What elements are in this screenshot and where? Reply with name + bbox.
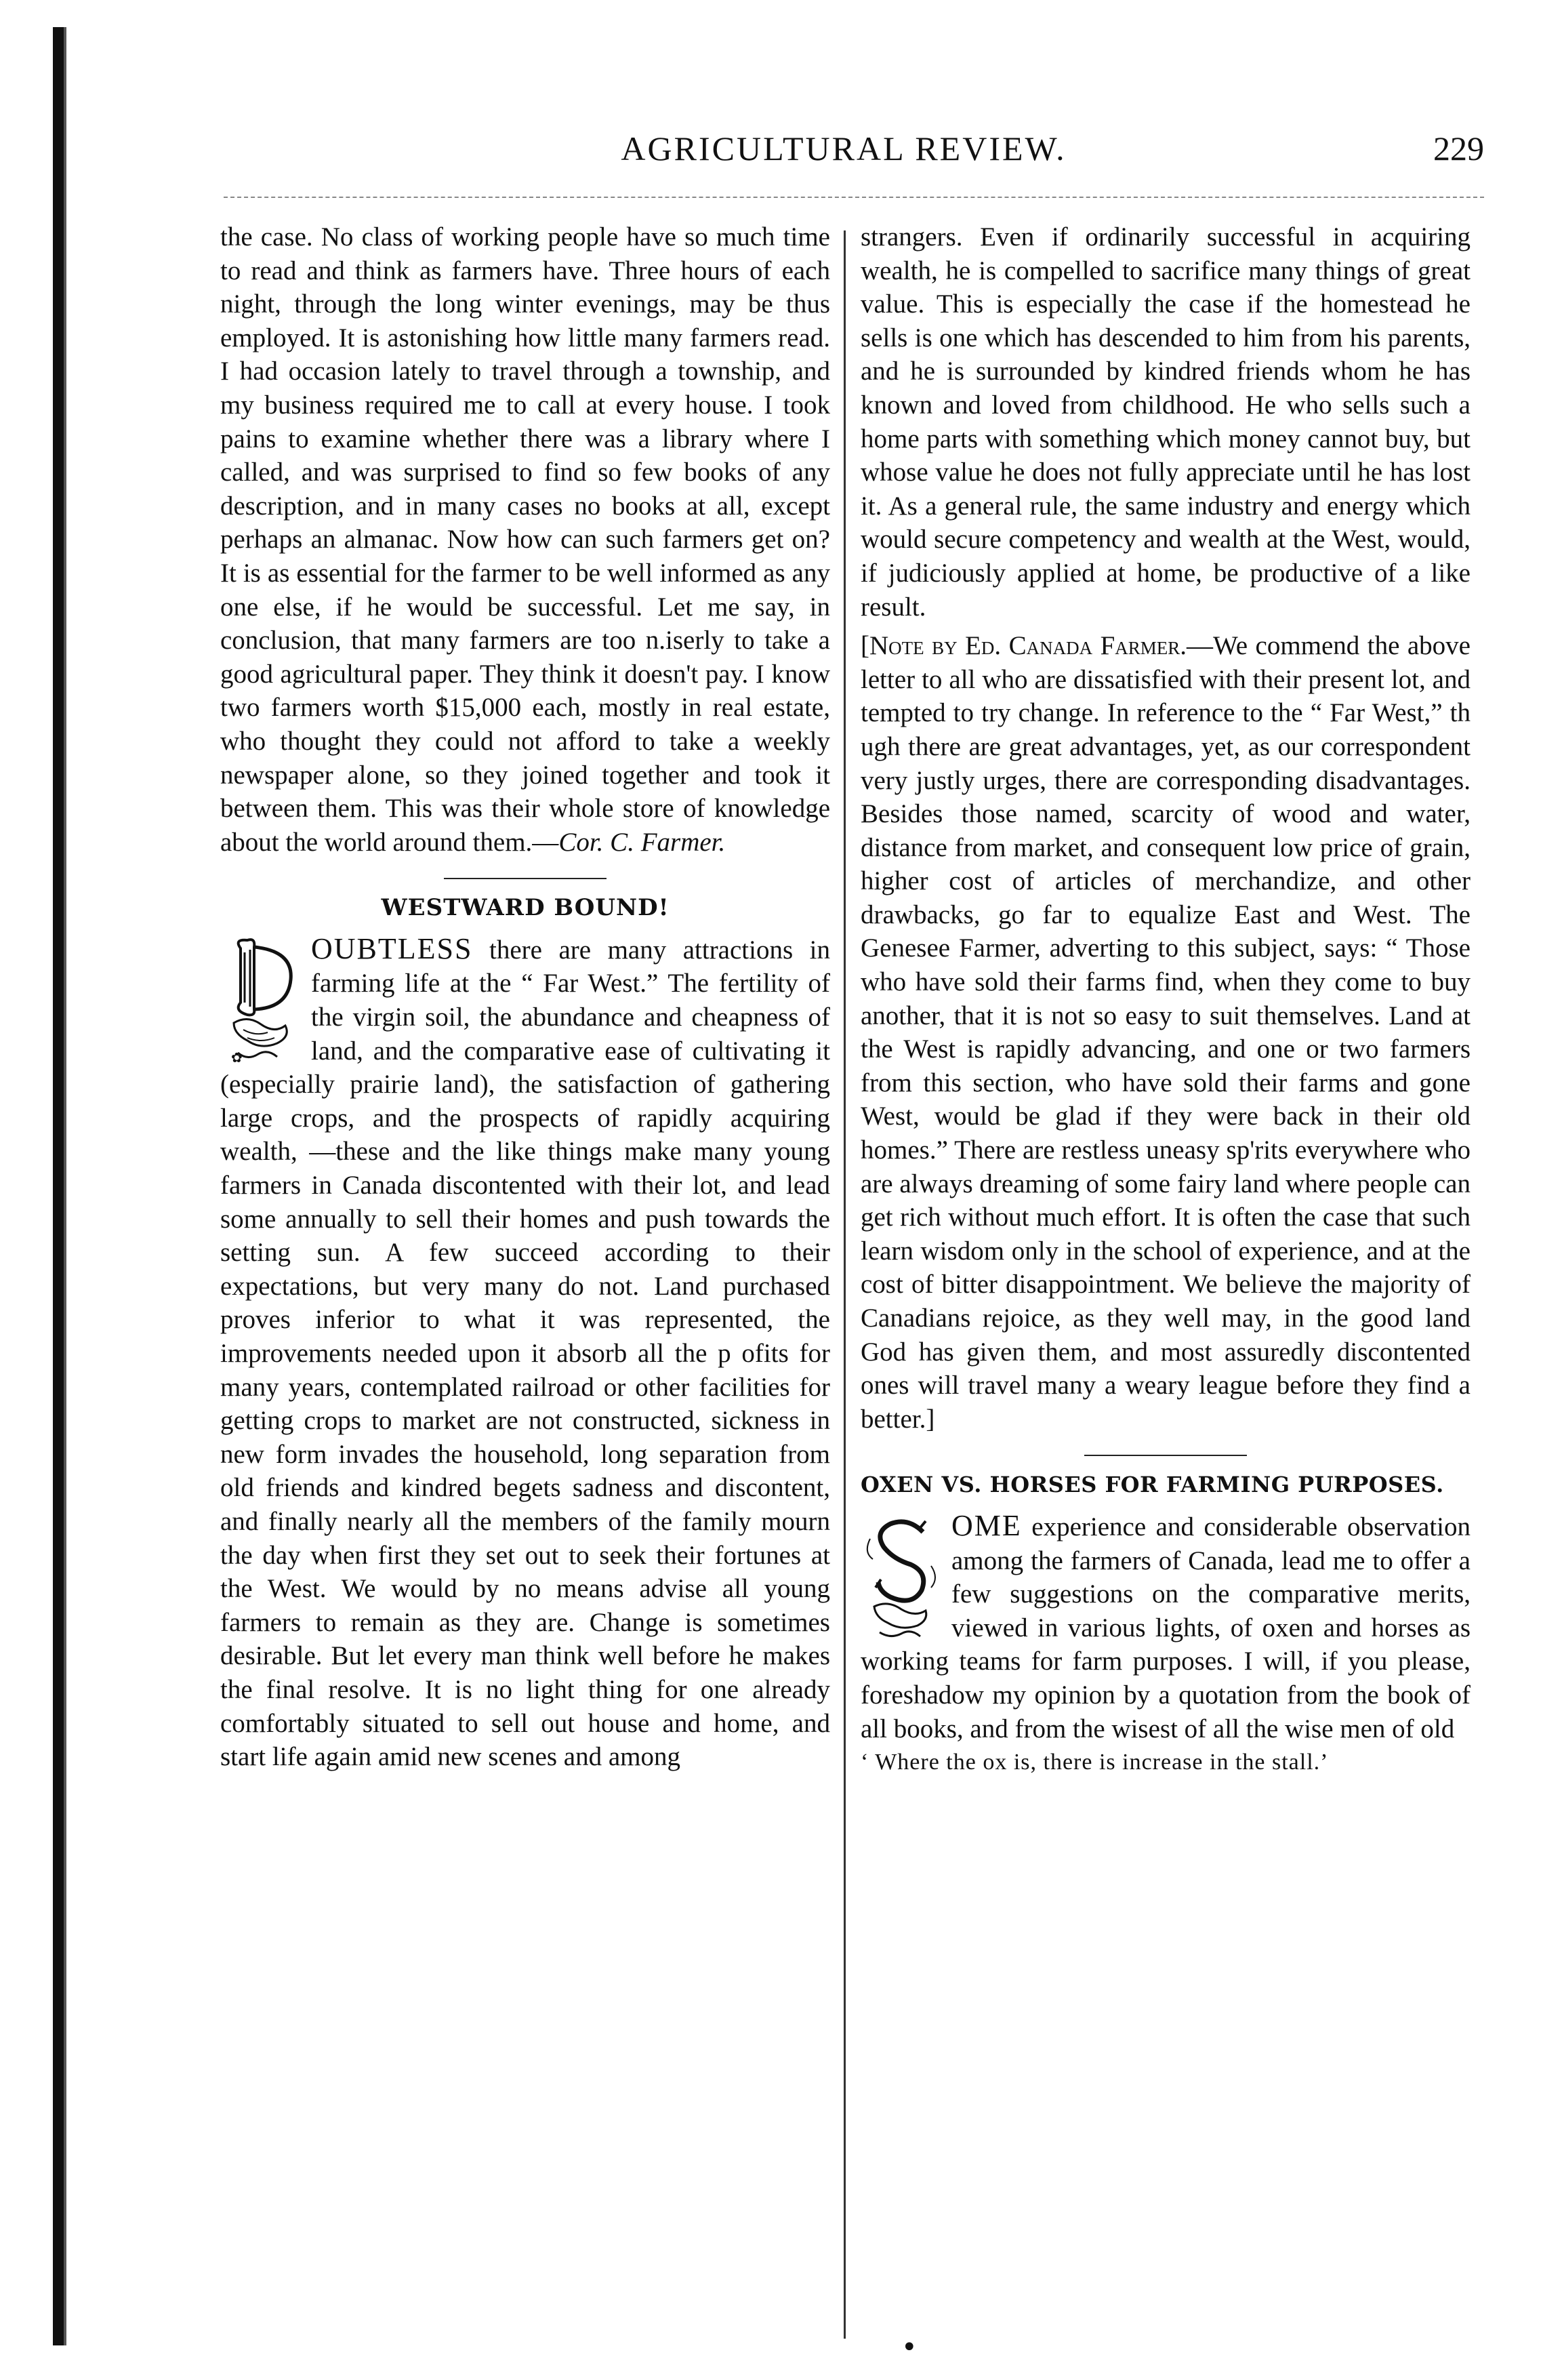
ornamental-dropcap-s-icon (861, 1512, 942, 1640)
footer-mark: • (901, 2332, 918, 2363)
scripture-quotation: ‘ Where the ox is, there is increase in the stall.’ (861, 1750, 1329, 1775)
letter-conclusion-paragraph (220, 220, 830, 859)
oxen-vs-horses-paragraph (861, 1509, 1471, 1746)
header-rule (224, 197, 1484, 198)
oxen-vs-horses-lead: OME (951, 1508, 1022, 1542)
page-binding-edge (53, 27, 66, 2345)
westward-bound-paragraph (220, 932, 830, 1774)
westward-bound-text: there are many attractions in farming life at the “ Far West.” The fertility of the virgin soil, the abundance and cheapness of land, and the comparative ease of cultivating it (especially prairie land), the satisfaction of gathering large crops, and the prospects of rapidly acquiring wealth, —these and the like things make many young farmers in Canada discontented with their lot, and lead some annually to sell their homes and push towards the setting sun. A few succeed according to their expectations, but very many do not. Land purchased proves inferior to what it was represented, the improvements needed upon it absorb all the p ofits for many years, contemplated railroad or other facilities for getting crops to market are not constructed, sickness in new form invades the household, long separation from old friends and kindred begets sadness and discontent, and finally nearly all the members of the family mourn the day when first they set out to seek their fortunes at the West. We would by no means advise all young farmers to remain as they are. Change is sometimes desirable. But let every man think well before he makes the final resolve. It is no light thing for one already comfortably situated to sell out house and home, and start life again amid new scenes and among (220, 935, 830, 1772)
letter-conclusion-text: the case. No class of working people have so much time to read and think as farmers have. Three hours of each night, through the long winter evenings, may be thus employed. It is astonishing how little many farmers read. I had occasion lately to travel through a township, and my business required me to call at every house. I took pains to examine whether there was a library where I called, and was surprised to find so few books of any description, and in many cases no books at all, except perhaps an almanac. Now how can such farmers get on? It is as essential for the farmer to be well informed as any one else, if he would be successful. Let me say, in conclusion, that many farmers are too n.iserly to take a good agricultural paper. They think it doesn't pay. I know two farmers worth $15,000 each, mostly in real estate, who thought they could not afford to take a weekly newspaper alone, so they joined together and took it between them. This was their whole store of knowledge about the world around them.— (220, 222, 830, 857)
section-rule (444, 878, 607, 879)
right-column (861, 220, 1471, 2349)
column-divider (844, 230, 846, 2339)
article-heading-oxen-vs-horses: OXEN VS. HORSES FOR FARMING PURPOSES. (861, 1472, 1444, 1498)
editor-note-text: —We commend the above letter to all who are dissatisfied with their present lot, and tempted to try change. In reference to the “ Far West,” th ugh there are great advantages, yet, as our correspondent very justly urges, there are corresponding disadvantages. Besides those named, scarcity of wood and water, distance from market, and consequent low price of grain, higher cost of articles of merchandize, and other drawbacks, go far to equalize East and West. The Genesee Farmer, adverting to this subject, says: “ Those who have sold their farms find, when they come to buy another, that it is not so easy to suit themselves. Land at the West is rapidly advancing, and one or two farmers from this section, who have sold their farms and gone West, would be glad if they were back in their old homes.” There are restless uneasy sp'rits everywhere who are always dreaming of some fairy land where people can get rich without much effort. It is often the case that such learn wisdom only in the school of experience, and at the cost of bitter disappointment. We believe the majority of Canadians rejoice, as they well may, in the good land God has given them, and most assuredly discontented ones will travel many a weary league before they find a better.] (861, 631, 1471, 1434)
page-number: 229 (1433, 129, 1484, 167)
running-header (203, 129, 1484, 183)
section-rule (1084, 1455, 1247, 1456)
oxen-vs-horses-text: experience and considerable observation among the farmers of Canada, lead me to offer a few suggestions on the comparative merits, viewed in various lights, of oxen and horses as working teams for farm purposes. I will, if you please, foreshadow my opinion by a quotation from the book of all books, and from the wisest of all the wise men of old (861, 1512, 1471, 1743)
editor-note-paragraph (861, 629, 1471, 1436)
svg-text:✿: ✿ (231, 1049, 243, 1064)
letter-attribution: Cor. C. Farmer. (558, 827, 726, 857)
running-header-title: AGRICULTURAL REVIEW. (621, 129, 1067, 167)
left-column (220, 220, 830, 2349)
westward-bound-lead: OUBTLESS (311, 931, 473, 965)
ornamental-dropcap-d-icon (220, 935, 302, 1064)
westward-bound-continued-paragraph: strangers. Even if ordinarily successful in acquiring wealth, he is compelled to sacrifice many things of great value. This is especially the case if the homestead he sells is one which has descended to him from his parents, and he is surrounded by kindred friends whom he has known and loved from childhood. He who sells such a home parts with something which money cannot buy, but whose value he does not fully appreciate until he has lost it. As a general rule, the same industry and energy which would secure competency and wealth at the West, would, if judiciously applied at home, be productive of a like result. (861, 222, 1471, 622)
editor-note-label: [Note by Ed. Canada Farmer. (861, 631, 1187, 661)
article-heading-westward-bound: WESTWARD BOUND! (381, 894, 670, 922)
